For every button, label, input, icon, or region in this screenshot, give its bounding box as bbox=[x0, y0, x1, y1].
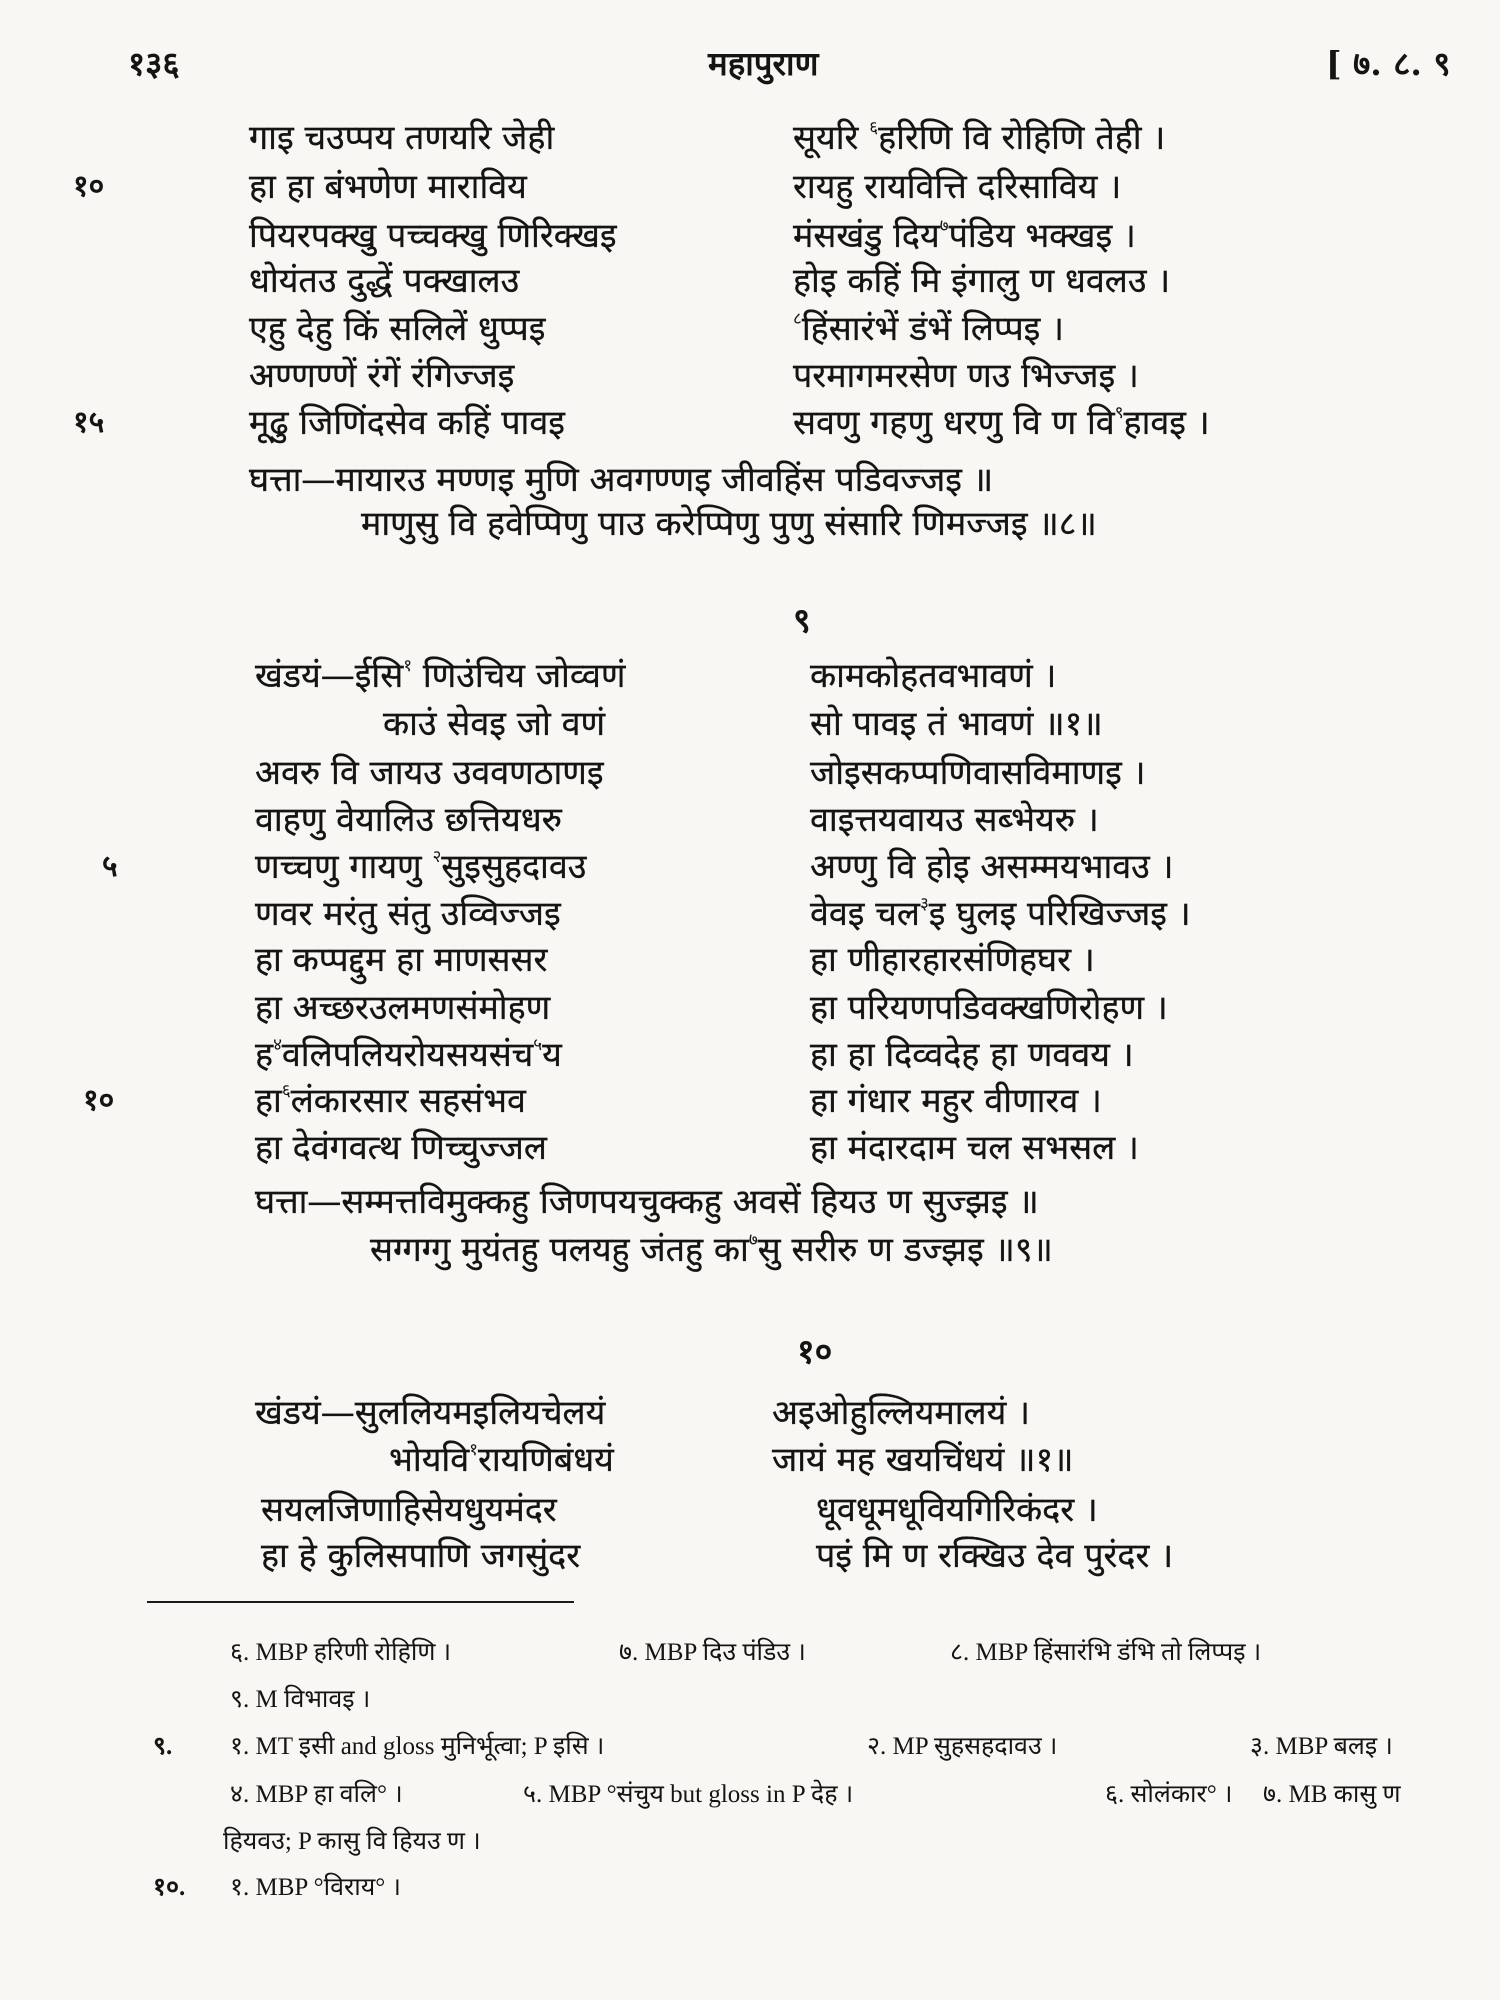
footnote-entry: ७. MB कासु ण bbox=[1263, 1781, 1401, 1808]
verse-line bbox=[0, 164, 1500, 210]
verse-text: णच्चणु गायणु bbox=[255, 847, 433, 887]
ghatta-line bbox=[0, 1227, 1500, 1273]
ghatta-line bbox=[0, 1179, 1500, 1225]
verse-right-half bbox=[793, 115, 1165, 161]
footnote-marker: ६ bbox=[281, 1080, 291, 1101]
verse-text: हरिणि वि रोहिणि तेही । bbox=[878, 118, 1166, 158]
ghatta-text: घत्ता—सम्मत्तविमुक्कहु जिणपयचुक्कहु अवसें हियउ ण सुज्झइ ॥ bbox=[255, 1182, 1039, 1222]
footnote-marker: ९ bbox=[1114, 402, 1124, 423]
footnote-line bbox=[0, 1727, 1500, 1767]
verse-left-half bbox=[255, 844, 586, 890]
verse-line bbox=[0, 701, 1500, 747]
verse-line bbox=[0, 258, 1500, 304]
verse-right-half: होइ कहिं मि इंगालु ण धवलउ । bbox=[793, 261, 1171, 301]
verse-right-half: सो पावइ तं भावणं ॥१॥ bbox=[810, 704, 1103, 744]
verse-text: वलिपलियरोयसयसंच bbox=[281, 1035, 534, 1075]
verse-left-half: हा हा बंभणेण माराविय bbox=[249, 167, 527, 207]
verse-text: ह bbox=[255, 1035, 274, 1075]
verse-right-half: धूवधूमधूवियगिरिकंदर । bbox=[816, 1490, 1098, 1530]
verse-text: य bbox=[542, 1035, 562, 1075]
footnote-marker: ७ bbox=[748, 1229, 758, 1250]
verse-text: सग्गग्गु मुयंतहु पलयहु जंतहु का bbox=[370, 1230, 749, 1270]
verse-text: भोयवि bbox=[389, 1440, 470, 1480]
verse-left-half: हा अच्छरउलमणसंमोहण bbox=[255, 988, 551, 1028]
footnote-marker: ७ bbox=[939, 215, 949, 236]
footnote-marker: १ bbox=[403, 655, 413, 676]
verse-text: मंसखंडु दिय bbox=[793, 216, 940, 256]
verse-line bbox=[0, 213, 1500, 259]
verse-right-half: जोइसकप्पणिवासविमाणइ । bbox=[810, 753, 1146, 793]
verse-line bbox=[0, 844, 1500, 890]
ghatta-text bbox=[370, 1227, 1053, 1273]
verse-text: हिंसारंभें डंभें लिप्पइ । bbox=[801, 309, 1065, 349]
ghatta-line bbox=[0, 501, 1500, 547]
verse-right-half: पइं मि ण रक्खिउ देव पुरंदर । bbox=[816, 1536, 1174, 1576]
verse-right-half: वाइत्तयवायउ सब्भेयरु । bbox=[810, 800, 1099, 840]
verse-line bbox=[0, 653, 1500, 699]
verse-left-half: धोयंतउ दुद्धें पक्खालउ bbox=[249, 261, 520, 301]
verse-text: णिउंचिय जोव्वणं bbox=[412, 656, 626, 696]
verse-line bbox=[0, 306, 1500, 352]
footnote-entry: ८. MBP हिंसारंभि डंभि तो लिप्पइ । bbox=[950, 1639, 1262, 1666]
verse-text: सुइसुहदावउ bbox=[441, 847, 587, 887]
line-number: १५ bbox=[73, 405, 105, 440]
verse-text: पंडिय भक्खइ । bbox=[948, 216, 1136, 256]
verse-right-half: रायहु रायवित्ति दरिसाविय । bbox=[793, 167, 1122, 207]
verse-text: रायणिबंधयं bbox=[477, 1440, 614, 1480]
running-title: महापुराण bbox=[708, 44, 819, 83]
footnote-entry: ९. M विभावइ । bbox=[230, 1686, 371, 1713]
footnote-entry: १. MT इसी and gloss मुनिर्भूत्वा; P इसि । bbox=[230, 1733, 605, 1760]
footnote-entry: ४. MBP हा वलि° । bbox=[230, 1781, 403, 1808]
verse-text: हावइ । bbox=[1123, 403, 1210, 443]
verse-text: सु सरीरु ण डज्झइ ॥९॥ bbox=[757, 1230, 1053, 1270]
section-reference: [ ७. ८. ९ bbox=[1326, 44, 1451, 83]
footnote-line bbox=[0, 1680, 1500, 1720]
verse-left-half: खंडयं—सुललियमइलियचेलयं bbox=[255, 1393, 606, 1433]
footnote-marker: ६ bbox=[869, 117, 879, 138]
verse-line bbox=[0, 1437, 1500, 1483]
footnote-entry: ५. MBP °संचुय but gloss in P देह । bbox=[523, 1781, 854, 1808]
footnote-entry-continuation: हियवउ; P कासु वि हियउ ण । bbox=[223, 1828, 481, 1855]
verse-right-half bbox=[793, 306, 1064, 352]
verse-text: लंकारसार सहसंभव bbox=[290, 1081, 526, 1121]
verse-text: खंडयं—ईसि bbox=[255, 656, 404, 696]
footnote-entry: ७. MBP दिउ पंडिउ । bbox=[619, 1639, 806, 1666]
verse-left-half: हा हे कुलिसपाणि जगसुंदर bbox=[261, 1536, 581, 1576]
section-number: ९ bbox=[793, 601, 811, 641]
footnote-marker: २ bbox=[432, 846, 442, 867]
verse-text: सूयरि bbox=[793, 118, 870, 158]
verse-right-half: जायं मह खयचिंधयं ॥१॥ bbox=[772, 1440, 1074, 1480]
verse-left-half bbox=[255, 653, 625, 699]
verse-right-half: हा मंदारदाम चल सभसल । bbox=[810, 1128, 1139, 1168]
verse-left-half: काउं सेवइ जो वणं bbox=[383, 704, 606, 744]
ghatta-line bbox=[0, 457, 1500, 503]
verse-line bbox=[0, 985, 1500, 1031]
verse-text: सवणु गहणु धरणु वि ण वि bbox=[793, 403, 1115, 443]
verse-left-half bbox=[255, 1032, 562, 1078]
ghatta-text: घत्ता—मायारउ मण्णइ मुणि अवगण्णइ जीवहिंस पडिवज्जइ ॥ bbox=[249, 460, 994, 500]
footnote-line bbox=[0, 1822, 1500, 1862]
verse-left-half bbox=[389, 1437, 614, 1483]
footnote-line bbox=[0, 1868, 1500, 1908]
footnote-marker: १ bbox=[469, 1439, 478, 1460]
verse-text: हा bbox=[255, 1081, 282, 1121]
verse-line bbox=[0, 1533, 1500, 1579]
verse-right-half bbox=[810, 891, 1191, 937]
footnote-line bbox=[0, 1775, 1500, 1815]
footnote-entry: १. MBP °विराय° । bbox=[230, 1874, 401, 1901]
verse-line bbox=[0, 797, 1500, 843]
verse-left-half: सयलजिणाहिसेयधुयमंदर bbox=[261, 1490, 557, 1530]
verse-line bbox=[0, 891, 1500, 937]
section-number: १० bbox=[797, 1332, 833, 1372]
verse-text: वेवइ चल bbox=[810, 894, 920, 934]
footnote-marker: ३ bbox=[919, 893, 929, 914]
verse-line bbox=[0, 1487, 1500, 1533]
footnote-marker: ५ bbox=[533, 1034, 543, 1055]
verse-left-half: वाहणु वेयालिउ छत्तियधरु bbox=[255, 800, 562, 840]
page-number: १३६ bbox=[128, 44, 180, 83]
verse-right-half: हा णीहारहारसंणिहघर । bbox=[810, 940, 1095, 980]
verse-line bbox=[0, 115, 1500, 161]
verse-right-half: परमागमरसेण णउ भिज्जइ । bbox=[793, 356, 1139, 396]
line-number: ५ bbox=[102, 849, 118, 884]
verse-left-half: हा देवंगवत्थ णिच्चुज्जल bbox=[255, 1128, 547, 1168]
footnote-entry: ६. सोलंकार° । bbox=[1105, 1781, 1233, 1808]
verse-left-half: हा कप्पद्दुम हा माणससर bbox=[255, 940, 548, 980]
footnote-entry: ६. MBP हरिणी रोहिणि । bbox=[230, 1639, 452, 1666]
verse-right-half: हा परियणपडिवक्खणिरोहण । bbox=[810, 988, 1168, 1028]
verse-left-half: अवरु वि जायउ उववणठाणइ bbox=[255, 753, 604, 793]
verse-left-half: मूढु जिणिंदसेव कहिं पावइ bbox=[249, 403, 565, 443]
footnote-line bbox=[0, 1633, 1500, 1673]
verse-left-half: अण्णण्णें रंगें रंगिज्जइ bbox=[249, 356, 515, 396]
verse-line bbox=[0, 1078, 1500, 1124]
verse-left-half: गाइ चउप्पय तणयरि जेही bbox=[249, 118, 555, 158]
footnote-group-label: १०. bbox=[153, 1874, 186, 1901]
footnote-entry: ३. MBP बलइ । bbox=[1250, 1733, 1393, 1760]
ghatta-text: माणुसु वि हवेप्पिणु पाउ करेप्पिणु पुणु संसारि णिमज्जइ ॥८॥ bbox=[361, 504, 1097, 544]
line-number: १० bbox=[83, 1083, 115, 1118]
verse-left-half bbox=[255, 1078, 526, 1124]
footnote-entry: २. MP सुहसहदावउ । bbox=[867, 1733, 1058, 1760]
verse-line bbox=[0, 1125, 1500, 1171]
verse-line bbox=[0, 1390, 1500, 1436]
footnote-marker: ४ bbox=[273, 1034, 282, 1055]
footnote-group-label: ९. bbox=[153, 1733, 173, 1760]
verse-line bbox=[0, 353, 1500, 399]
verse-right-half: अण्णु वि होइ असम्मयभावउ । bbox=[810, 847, 1174, 887]
verse-right-half: हा हा दिव्वदेह हा णववय । bbox=[810, 1035, 1134, 1075]
verse-line bbox=[0, 400, 1500, 446]
verse-right-half: अइओहुल्लियमालयं । bbox=[772, 1393, 1031, 1433]
verse-line bbox=[0, 937, 1500, 983]
verse-right-half: हा गंधार महुर वीणारव । bbox=[810, 1081, 1102, 1121]
verse-text: इ घुलइ परिखिज्जइ । bbox=[928, 894, 1191, 934]
verse-line bbox=[0, 1032, 1500, 1078]
verse-right-half: कामकोहतवभावणं । bbox=[810, 656, 1057, 696]
footnote-marker: ८ bbox=[793, 308, 802, 329]
verse-line bbox=[0, 750, 1500, 796]
verse-left-half: पियरपक्खु पच्चक्खु णिरिक्खइ bbox=[249, 216, 617, 256]
verse-right-half bbox=[793, 400, 1210, 446]
verse-left-half: णवर मरंतु संतु उव्विज्जइ bbox=[255, 894, 561, 934]
footnote-separator bbox=[147, 1601, 574, 1603]
line-number: १० bbox=[73, 169, 105, 204]
verse-right-half bbox=[793, 213, 1136, 259]
verse-left-half: एहु देहु किं सलिलें धुप्पइ bbox=[249, 309, 546, 349]
